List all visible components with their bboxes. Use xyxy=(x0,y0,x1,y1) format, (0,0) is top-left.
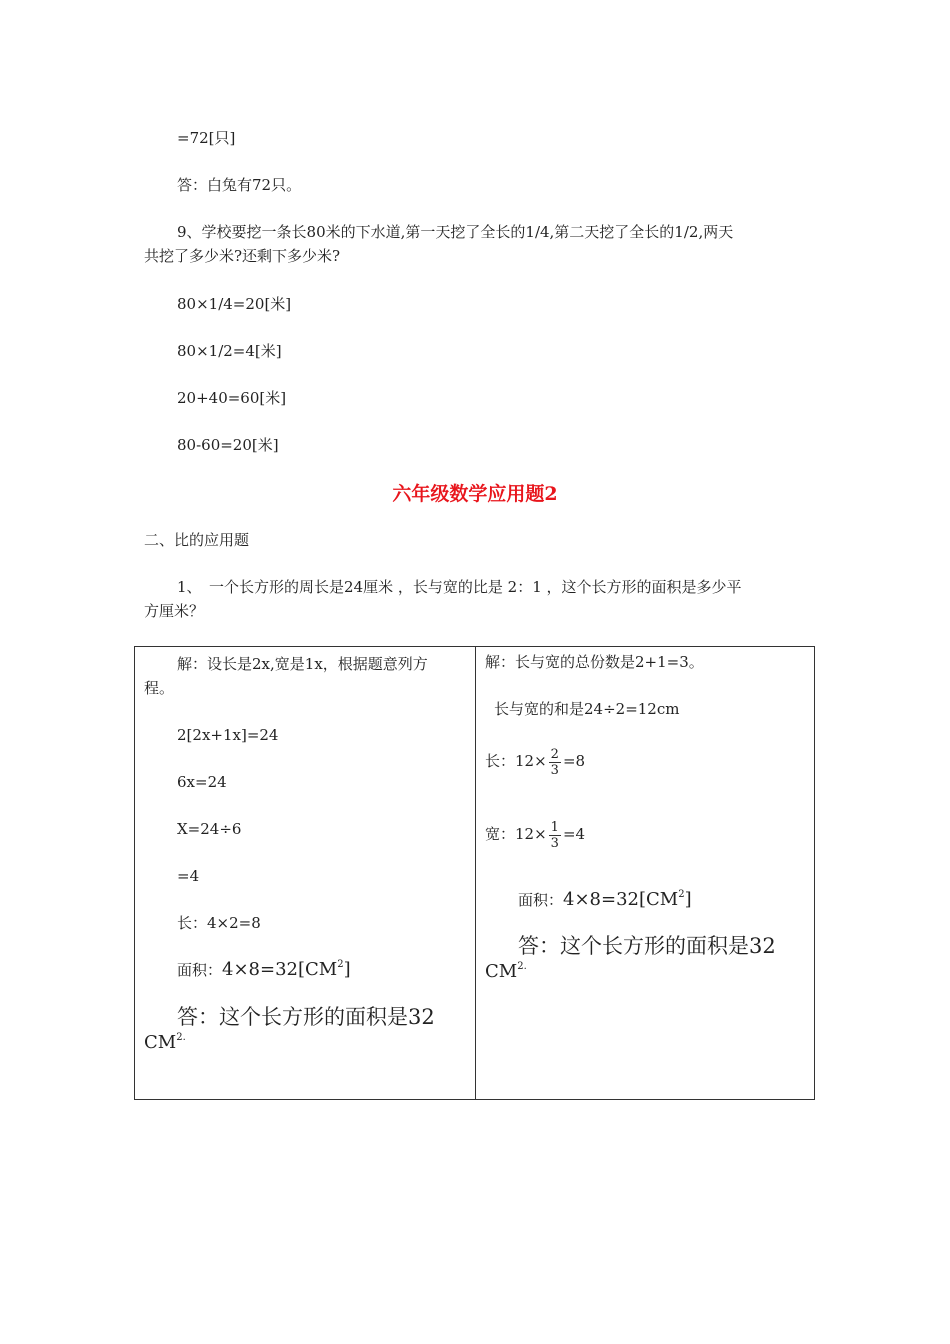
left-equation-4: =4 xyxy=(177,867,200,885)
left-area-superscript: 2 xyxy=(337,959,344,970)
right-length-result: =8 xyxy=(562,752,586,770)
right-solution-cell xyxy=(476,647,814,1099)
right-step-1: 解：长与宽的总份数是2+1=3。 xyxy=(485,653,704,671)
right-length-prefix: 长：12× xyxy=(485,752,547,770)
left-solution-cell xyxy=(135,647,475,1099)
question-9-line-1: 9、学校要挖一条长80米的下水道,第一天挖了全长的1/4,第二天挖了全长的1/2,两天 xyxy=(177,223,734,241)
page-title: 六年级数学应用题2 xyxy=(392,483,558,505)
right-width-denominator: 3 xyxy=(550,835,559,851)
left-equation-2: 6x=24 xyxy=(177,773,227,791)
left-answer-line-2 xyxy=(144,1031,186,1055)
calc-line-1: 80×1/4=20[米] xyxy=(177,295,292,313)
question-1-line-2: 方厘米？ xyxy=(144,602,205,620)
right-length-fraction xyxy=(549,747,561,778)
left-length-line: 长：4×2=8 xyxy=(177,914,261,932)
left-setup-line-2: 程。 xyxy=(144,679,175,697)
right-area-expression: 4×8=32[CM xyxy=(563,889,679,910)
right-step-2: 长与宽的和是24÷2=12cm xyxy=(494,700,680,718)
right-answer-line-2 xyxy=(485,960,527,984)
right-length-denominator: 3 xyxy=(550,762,559,778)
right-width-numerator: 1 xyxy=(550,819,559,835)
left-area-bracket: ] xyxy=(343,959,351,980)
right-answer-superscript: 2. xyxy=(517,961,527,972)
right-area-bracket: ] xyxy=(684,889,692,910)
result-line: =72[只] xyxy=(177,129,236,147)
left-area-line xyxy=(177,958,351,982)
right-area-label: 面积： xyxy=(518,891,564,909)
left-equation-1: 2[2x+1x]=24 xyxy=(177,726,279,744)
calc-line-3: 20+40=60[米] xyxy=(177,389,287,407)
left-answer-superscript: 2. xyxy=(176,1032,186,1043)
calc-line-2: 80×1/2=4[米] xyxy=(177,342,282,360)
left-area-label: 面积： xyxy=(177,961,223,979)
calc-line-4: 80-60=20[米] xyxy=(177,436,279,454)
right-width-prefix: 宽：12× xyxy=(485,825,547,843)
right-answer-unit: CM xyxy=(485,961,518,982)
right-width-fraction xyxy=(549,820,561,851)
answer-line: 答：白兔有72只。 xyxy=(177,176,302,194)
left-answer-line-1: 答：这个长方形的面积是32 xyxy=(177,1005,435,1029)
right-width-result: =4 xyxy=(562,825,586,843)
right-width-line xyxy=(485,817,585,851)
left-equation-3: X=24÷6 xyxy=(177,820,242,838)
section-heading: 二、比的应用题 xyxy=(144,531,250,549)
left-answer-unit: CM xyxy=(144,1032,177,1053)
left-setup-line-1: 解：设长是2x,宽是1x，根据题意列方 xyxy=(177,655,428,673)
question-1-line-1: 1、 一个长方形的周长是24厘米 ，长与宽的比是 2：1 ，这个长方形的面积是多少平 xyxy=(177,578,742,596)
right-length-numerator: 2 xyxy=(550,746,559,762)
right-length-line xyxy=(485,744,585,778)
question-9-line-2: 共挖了多少米?还剩下多少米? xyxy=(144,247,341,265)
left-area-expression: 4×8=32[CM xyxy=(222,959,338,980)
right-area-superscript: 2 xyxy=(678,889,685,900)
solution-table xyxy=(134,646,815,1100)
right-area-line xyxy=(518,888,692,912)
right-answer-line-1: 答：这个长方形的面积是32 xyxy=(518,934,776,958)
